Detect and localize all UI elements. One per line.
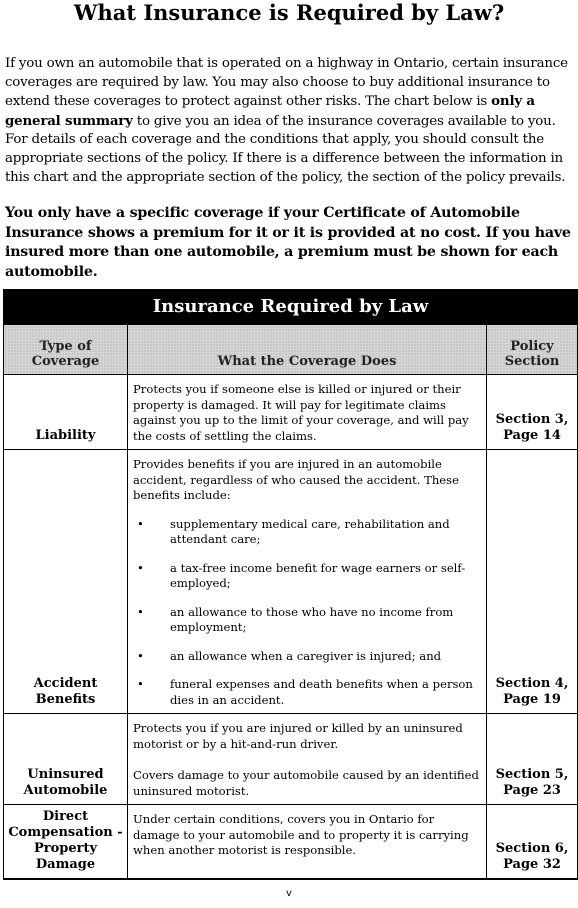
table-banner: Insurance Required by Law [4, 290, 578, 325]
list-item [133, 561, 480, 592]
insurance-table [3, 289, 578, 880]
policy-section: Section 4, Page 19 [487, 450, 578, 714]
policy-section: Section 5, Page 23 [487, 714, 578, 805]
bullet-icon: • [137, 560, 144, 575]
coverage-description [128, 450, 487, 714]
description-paragraph: Under certain conditions, covers you in Ontario for damage to your automobile and to property it is carrying when another motorist is responsible. [133, 812, 469, 857]
bullet-icon: • [137, 648, 144, 663]
column-header-what: What the Coverage Does [128, 325, 487, 375]
column-header-section: Policy Section [487, 325, 578, 375]
intro-paragraph [5, 55, 573, 187]
table-row [4, 805, 578, 879]
benefits-list [133, 517, 480, 709]
intro-text: to give you an idea of the insurance coverages available to you. For details of each coverage and the conditions that apply, you should consult the appropriate sections of the policy. If there is a difference between the information in this chart and the appropriate section of the policy, the section of the policy prevails. [5, 113, 566, 185]
bullet-icon: • [137, 516, 144, 531]
page-number: v [286, 888, 292, 899]
policy-section: Section 6, Page 32 [487, 805, 578, 879]
intro-emphasis: only a general summary [5, 93, 535, 129]
coverage-description [128, 714, 487, 805]
description-paragraph: Protects you if you are injured or killed by an uninsured motorist or by a hit-and-run driver. [133, 721, 463, 751]
coverage-type: Accident Benefits [4, 450, 128, 714]
list-item-text: funeral expenses and death benefits when a person dies in an accident. [170, 677, 473, 707]
list-item-text: an allowance to those who have no income from employment; [170, 604, 454, 634]
list-item-text: a tax-free income benefit for wage earners or self-employed; [170, 560, 466, 590]
list-item [133, 677, 480, 708]
bullet-icon: • [137, 677, 144, 691]
description-paragraph: Provides benefits if you are injured in an automobile accident, regardless of who caused the accident. These benefits include: [133, 457, 459, 502]
list-item [133, 517, 480, 548]
table-row [4, 714, 578, 805]
table-body [4, 375, 578, 879]
coverage-type: Uninsured Automobile [4, 714, 128, 805]
table-row [4, 375, 578, 450]
column-header-type: Type of Coverage [4, 325, 128, 375]
description-paragraph: Protects you if someone else is killed or injured or their property is damaged. It will pay for legitimate claims against you up to the limit of your coverage, and will pay the costs of settling the claims. [133, 382, 469, 443]
coverage-description [128, 375, 487, 450]
list-item [133, 649, 480, 665]
list-item [133, 605, 480, 636]
page-title: What Insurance is Required by Law? [73, 0, 505, 25]
coverage-description [128, 805, 487, 879]
intro-text: If you own an automobile that is operated on a highway in Ontario, certain insurance coverages are required by law. You may also choose to buy additional insurance to extend these coverages to protect against other risks. The chart below is [5, 56, 568, 110]
description-paragraph: Covers damage to your automobile caused by an identified uninsured motorist. [133, 768, 479, 798]
coverage-notice: You only have a specific coverage if your Certificate of Automobile Insurance shows a premium for it or it is provided at no cost. If you have insured more than one automobile, a premium must be shown for each automobile. [5, 205, 571, 280]
policy-section: Section 3, Page 14 [487, 375, 578, 450]
coverage-type: Direct Compensation - Property Damage [4, 805, 128, 879]
bullet-icon: • [137, 604, 144, 619]
coverage-type: Liability [4, 375, 128, 450]
table-row [4, 450, 578, 714]
list-item-text: an allowance when a caregiver is injured; and [170, 648, 442, 663]
list-item-text: supplementary medical care, rehabilitation and attendant care; [170, 516, 450, 546]
